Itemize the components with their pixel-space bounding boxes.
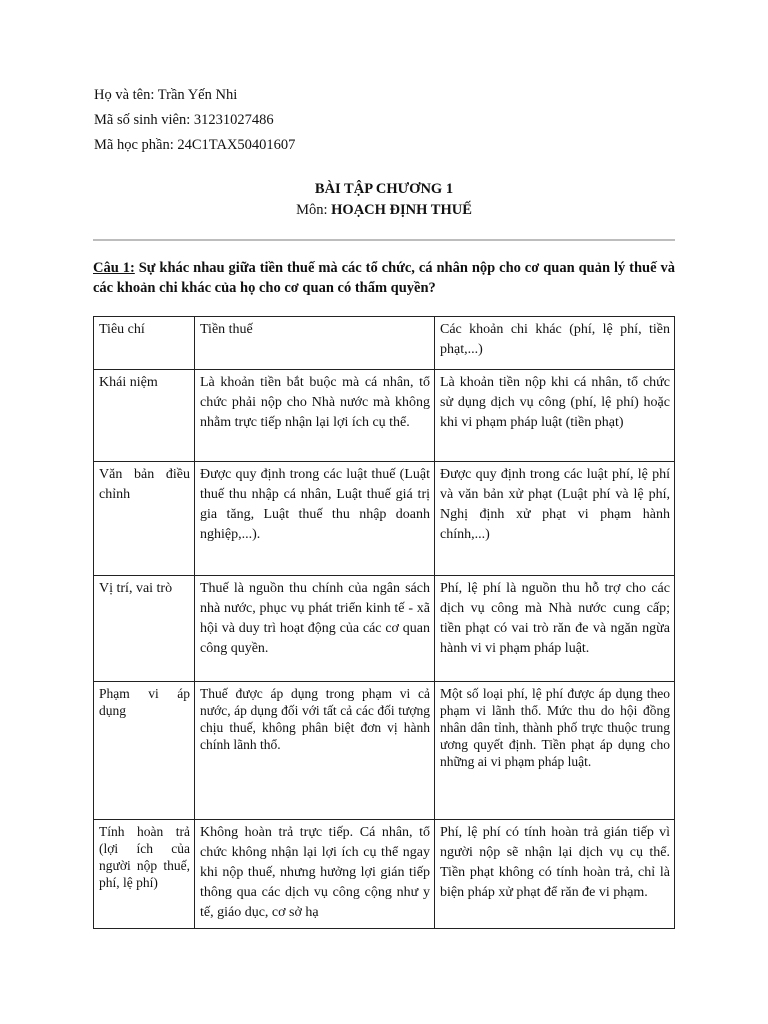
header-tax: Tiền thuế	[195, 317, 435, 370]
horizontal-divider	[93, 239, 675, 241]
subject-prefix: Môn:	[296, 202, 332, 218]
row-tax: Được quy định trong các luật thuế (Luật thuế thu nhập cá nhân, Luật thuế giá trị gia tăng, Luật thuế thu nhập doanh nghiệp,...).	[195, 462, 435, 576]
row-criteria: Văn bản điều chỉnh	[94, 462, 195, 576]
table-row	[94, 462, 675, 576]
table-row	[94, 576, 675, 682]
subject-line	[0, 202, 768, 219]
question-1	[93, 258, 675, 298]
question-text: Sự khác nhau giữa tiền thuế mà các tổ chức, cá nhân nộp cho cơ quan quản lý thuế và các khoản chi khác của họ cho cơ quan có thẩm quyền?	[93, 260, 675, 296]
row-criteria: Khái niệm	[94, 370, 195, 462]
course-code: Mã học phần: 24C1TAX50401607	[94, 137, 296, 153]
row-other: Một số loại phí, lệ phí được áp dụng theo phạm vi lãnh thổ. Mức thu do hội đồng nhân dân tỉnh, thành phố trực thuộc trung ương quyết định. Tiền phạt áp dụng cho những ai vi phạm pháp luật.	[435, 682, 675, 820]
table-row	[94, 820, 675, 929]
row-other: Phí, lệ phí có tính hoàn trả gián tiếp vì người nộp sẽ nhận lại dịch vụ cụ thể. Tiền phạt không có tính hoàn trả, chỉ là biện pháp xử phạt để răn đe vi phạm.	[435, 820, 675, 929]
table-row	[94, 682, 675, 820]
row-other: Là khoản tiền nộp khi cá nhân, tổ chức sử dụng dịch vụ công (phí, lệ phí) hoặc khi vi phạm pháp luật (tiền phạt)	[435, 370, 675, 462]
comparison-table	[93, 316, 675, 929]
row-other: Phí, lệ phí là nguồn thu hỗ trợ cho các dịch vụ công mà Nhà nước cung cấp; tiền phạt có vai trò răn đe và ngăn ngừa hành vi vi phạm pháp luật.	[435, 576, 675, 682]
row-tax: Không hoàn trả trực tiếp. Cá nhân, tổ chức không nhận lại lợi ích cụ thể ngay khi nộp thuế, nhưng hưởng lợi gián tiếp thông qua các dịch vụ công cộng như y tế, giáo dục, cơ sở hạ	[195, 820, 435, 929]
header-other-payments: Các khoản chi khác (phí, lệ phí, tiền phạt,...)	[435, 317, 675, 370]
row-tax: Là khoản tiền bắt buộc mà cá nhân, tổ chức phải nộp cho Nhà nước mà không nhằm trực tiếp nhận lại lợi ích cụ thể.	[195, 370, 435, 462]
row-tax: Thuế được áp dụng trong phạm vi cả nước, áp dụng đối với tất cả các đối tượng chịu thuế, không phân biệt đơn vị hành chính lãnh thổ.	[195, 682, 435, 820]
row-tax: Thuế là nguồn thu chính của ngân sách nhà nước, phục vụ phát triển kinh tế - xã hội và duy trì hoạt động của các cơ quan công quyền.	[195, 576, 435, 682]
table-row	[94, 370, 675, 462]
row-criteria: Phạm vi áp dụng	[94, 682, 195, 820]
header-criteria: Tiêu chí	[94, 317, 195, 370]
question-label: Câu 1:	[93, 260, 135, 276]
row-criteria: Tính hoàn trả (lợi ích của người nộp thuế, phí, lệ phí)	[94, 820, 195, 929]
row-other: Được quy định trong các luật phí, lệ phí và văn bản xử phạt (Luật phí và lệ phí, Nghị định xử phạt vi phạm hành chính,...)	[435, 462, 675, 576]
student-name: Họ và tên: Trần Yến Nhi	[94, 87, 238, 103]
student-id: Mã số sinh viên: 31231027486	[94, 112, 274, 128]
row-criteria: Vị trí, vai trò	[94, 576, 195, 682]
table-header-row	[94, 317, 675, 370]
assignment-title: BÀI TẬP CHƯƠNG 1	[314, 181, 454, 197]
subject-name: HOẠCH ĐỊNH THUẾ	[331, 202, 472, 218]
